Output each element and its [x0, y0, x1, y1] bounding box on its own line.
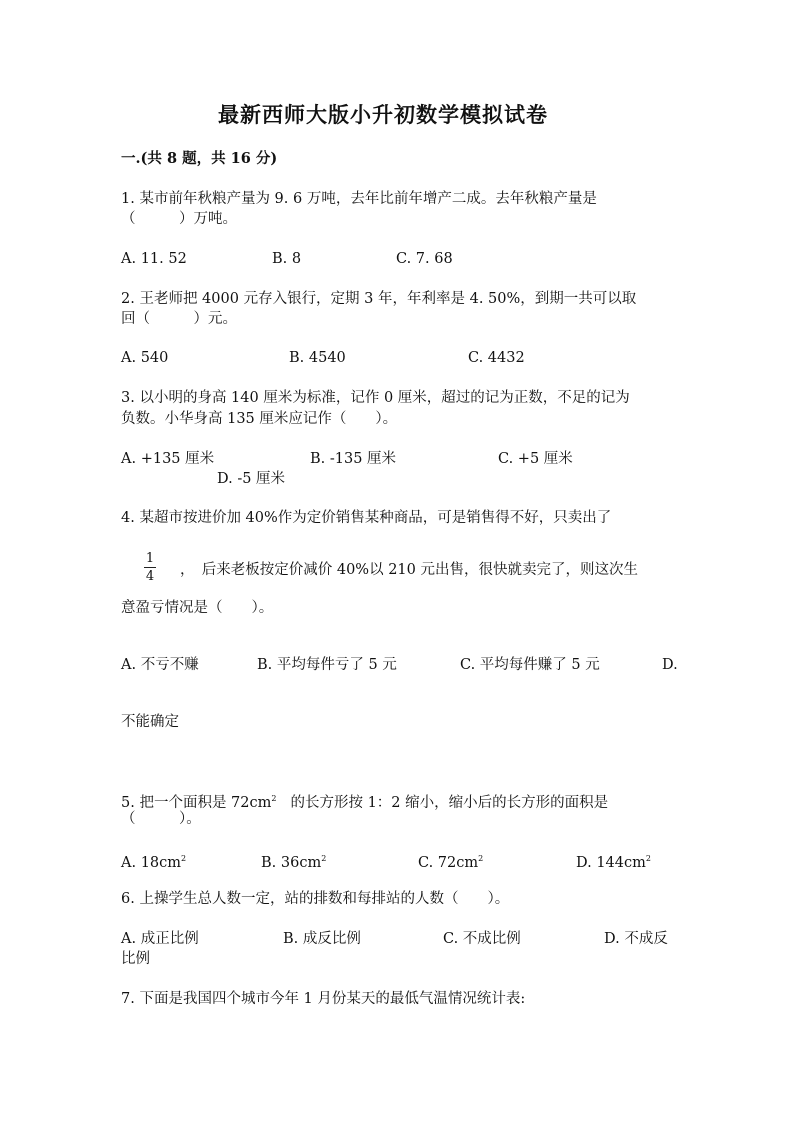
fraction-bar — [144, 567, 156, 568]
question-4-line-2: ， 后来老板按定价减价 40%以 210 元出售，很快就卖完了，则这次生 — [180, 562, 638, 578]
question-2-option-b: B. 4540 — [289, 350, 346, 366]
question-1-line-2: （ ）万吨。 — [121, 211, 237, 227]
option-text: D. 144cm — [576, 855, 646, 871]
fraction-denominator: 4 — [145, 569, 155, 584]
question-2-line-2: 回（ ）元。 — [121, 311, 237, 327]
question-4-line-1: 4. 某超市按进价加 40%作为定价销售某种商品，可是销售得不好，只卖出了 — [121, 510, 612, 526]
superscript-2: 2 — [478, 854, 484, 863]
section-heading: 一.(共 8 题，共 16 分) — [121, 150, 278, 167]
question-4-option-b: B. 平均每件亏了 5 元 — [257, 657, 397, 673]
question-4-line-3: 意盈亏情况是（ ）。 — [121, 600, 274, 616]
question-5-line-2: （ ）。 — [121, 811, 201, 827]
question-3-line-2: 负数。小华身高 135 厘米应记作（ ）。 — [121, 411, 398, 427]
superscript-2: 2 — [271, 794, 277, 803]
question-2-option-a: A. 540 — [121, 350, 169, 366]
question-5-line-1-start: 5. 把一个面积是 72cm — [121, 795, 272, 811]
question-2-line-1: 2. 王老师把 4000 元存入银行，定期 3 年，年利率是 4. 50%，到期一共可以取 — [121, 291, 637, 307]
superscript-2: 2 — [181, 854, 187, 863]
question-4-option-d-text: 不能确定 — [121, 714, 179, 730]
question-1-option-a: A. 11. 52 — [121, 251, 187, 267]
question-4-option-d: D. — [662, 657, 678, 673]
question-5-line-1-end: 的长方形按 1：2 缩小，缩小后的长方形的面积是 — [290, 795, 609, 811]
question-6-option-c: C. 不成比例 — [443, 931, 521, 947]
option-text: C. 72cm — [418, 855, 479, 871]
question-5-option-a — [121, 849, 186, 873]
page-title: 最新西师大版小升初数学模拟试卷 — [218, 102, 548, 127]
question-1-option-c: C. 7. 68 — [396, 251, 453, 267]
question-4-option-c: C. 平均每件赚了 5 元 — [460, 657, 600, 673]
question-2-option-c: C. 4432 — [468, 350, 525, 366]
question-3-line-1: 3. 以小明的身高 140 厘米为标准，记作 0 厘米，超过的记为正数，不足的记为 — [121, 390, 630, 406]
question-6-option-a: A. 成正比例 — [121, 931, 199, 947]
option-text: A. 18cm — [121, 855, 182, 871]
question-1-line-1: 1. 某市前年秋粮产量为 9. 6 万吨，去年比前年增产二成。去年秋粮产量是 — [121, 191, 597, 207]
question-6-line-1: 6. 上操学生总人数一定，站的排数和每排站的人数（ ）。 — [121, 891, 510, 907]
question-3-option-d: D. -5 厘米 — [217, 471, 286, 487]
question-5-option-d — [576, 849, 651, 873]
question-3-option-c: C. +5 厘米 — [498, 451, 573, 467]
question-5-option-c — [418, 849, 483, 873]
question-1-option-b: B. 8 — [272, 251, 302, 267]
question-5-option-b — [261, 849, 326, 873]
fraction-one-quarter — [143, 551, 157, 584]
superscript-2: 2 — [645, 854, 651, 863]
option-text: B. 36cm — [261, 855, 322, 871]
question-7-line-1: 7. 下面是我国四个城市今年 1 月份某天的最低气温情况统计表: — [121, 991, 526, 1007]
question-3-option-b: B. -135 厘米 — [310, 451, 397, 467]
fraction-numerator: 1 — [145, 551, 155, 566]
superscript-2: 2 — [321, 854, 327, 863]
question-6-option-d: D. 不成反 — [604, 931, 668, 947]
question-6-option-d-cont: 比例 — [121, 951, 150, 967]
question-6-option-b: B. 成反比例 — [283, 931, 361, 947]
question-4-option-a: A. 不亏不赚 — [121, 657, 199, 673]
question-3-option-a: A. +135 厘米 — [121, 451, 215, 467]
